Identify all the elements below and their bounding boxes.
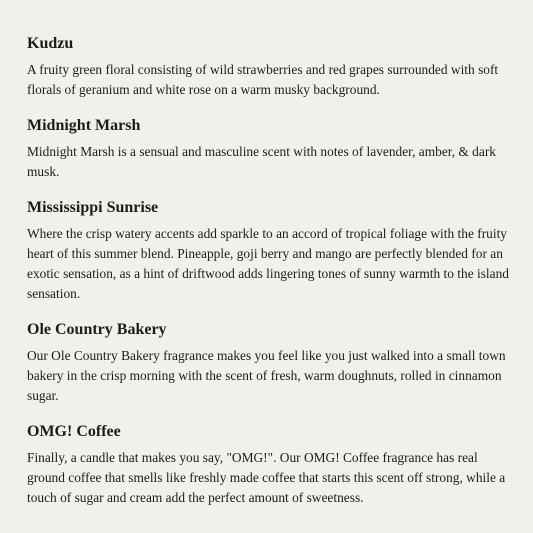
scent-title: Midnight Marsh bbox=[27, 117, 141, 134]
scent-description: A fruity green floral consisting of wild strawberries and red grapes surrounded with soft florals of geranium and white rose on a warm musky background. bbox=[27, 62, 499, 97]
scent-description: Where the crisp watery accents add sparkle to an accord of tropical foliage with the fruity heart of this summer blend. Pineapple, goji berry and mango are perfectly blended for an exotic sensation, as a hint of driftwood adds lingering tones of sunny warmth to the island sensation. bbox=[27, 226, 509, 301]
scent-omg-coffee bbox=[27, 422, 509, 508]
scent-title: Ole Country Bakery bbox=[27, 321, 167, 338]
scent-mississippi-sunrise bbox=[27, 198, 509, 304]
scent-midnight-marsh bbox=[27, 116, 509, 182]
scent-ole-country-bakery bbox=[27, 320, 509, 406]
scent-description: Midnight Marsh is a sensual and masculine scent with notes of lavender, amber, & dark musk. bbox=[27, 144, 496, 179]
scent-title: Mississippi Sunrise bbox=[27, 199, 159, 216]
scent-kudzu bbox=[27, 34, 509, 100]
scent-description: Finally, a candle that makes you say, "OMG!". Our OMG! Coffee fragrance has real ground coffee that smells like freshly made coffee that starts this scent off strong, while a touch of sugar and cream add the perfect amount of sweetness. bbox=[27, 450, 506, 505]
scent-description: Our Ole Country Bakery fragrance makes you feel like you just walked into a small town bakery in the crisp morning with the scent of fresh, warm doughnuts, rolled in cinnamon sugar. bbox=[27, 348, 506, 403]
scent-title: Kudzu bbox=[27, 35, 74, 52]
scent-title: OMG! Coffee bbox=[27, 423, 121, 440]
